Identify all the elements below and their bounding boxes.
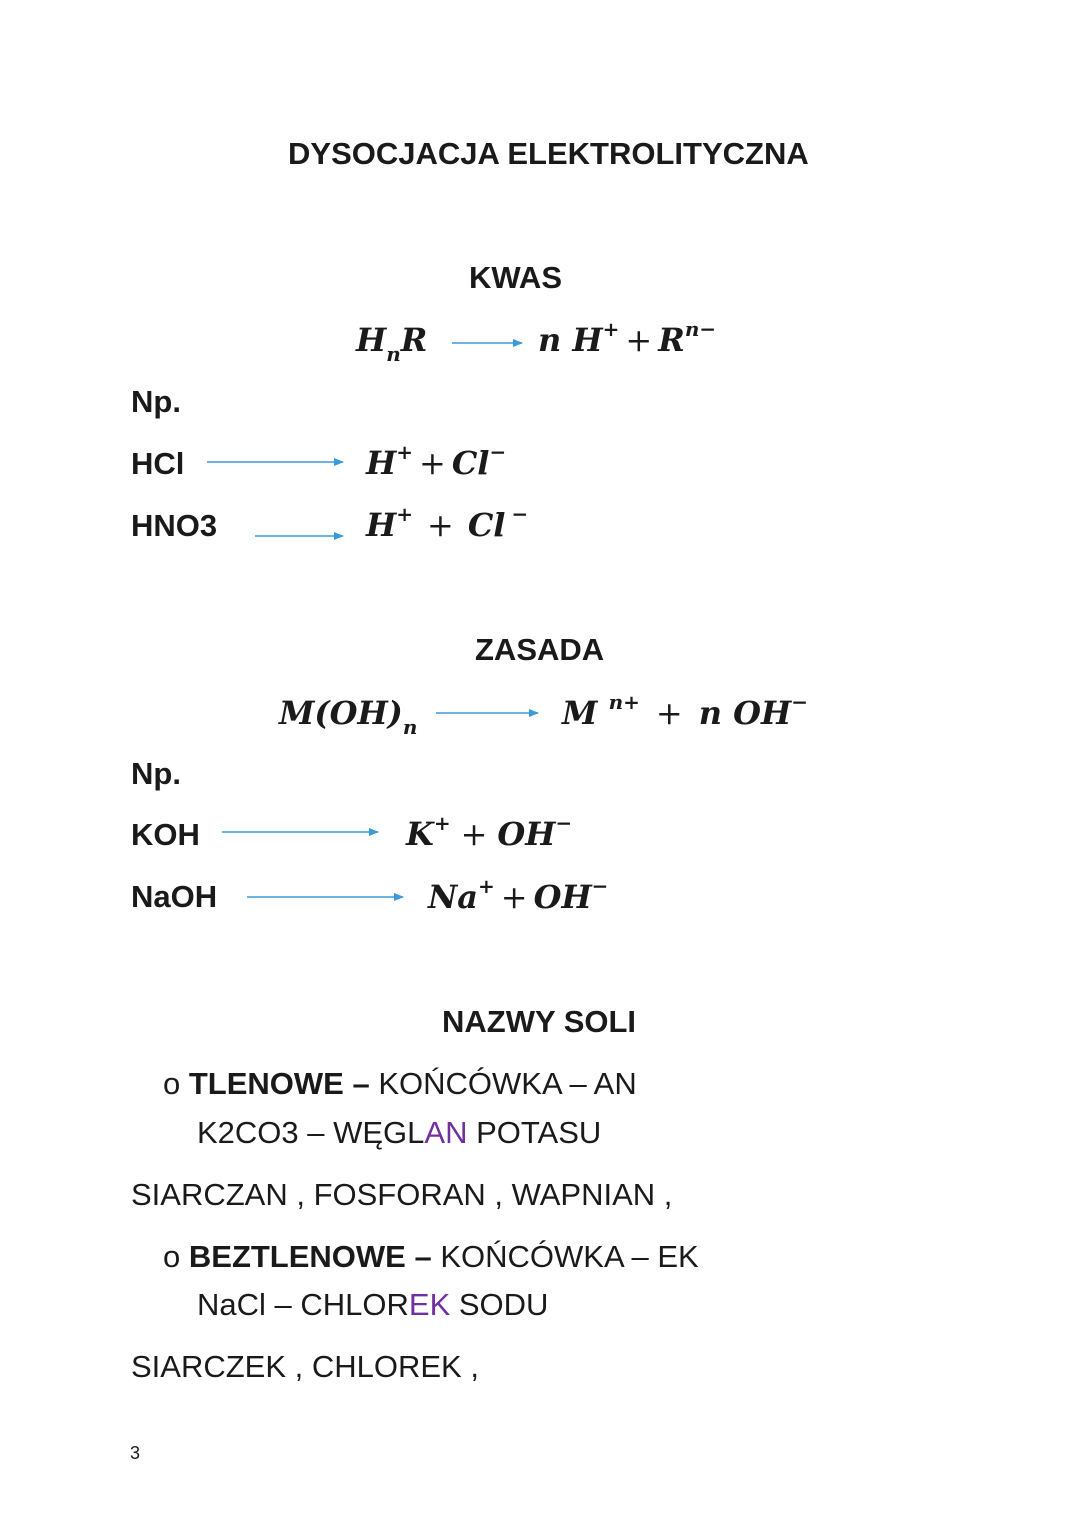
tlenowe-ending: KOŃCÓWKA – AN (369, 1066, 637, 1101)
kwas-np-label: Np. (131, 384, 181, 419)
zasada-heading: ZASADA (475, 632, 605, 667)
beztlenowe-list: SIARCZEK , CHLOREK , (131, 1349, 479, 1384)
zasada-example-1-arrow-icon (222, 825, 380, 839)
tlenowe-example: K2CO3 – WĘGLAN POTASU (197, 1115, 602, 1150)
beztlenowe-ending-highlight: EK (408, 1287, 451, 1322)
kwas-general-rhs: n $H^+ + R^{n-}$ (538, 317, 717, 359)
beztlenowe-title: BEZTLENOWE – (188, 1239, 432, 1274)
zasada-example-2-products: Na+ + OH− (428, 874, 609, 916)
kwas-example-2-arrow-icon (255, 529, 345, 543)
zasada-example-1-label: KOH (131, 817, 200, 852)
kwas-example-2-label: HNO3 (131, 508, 218, 543)
kwas-general-lhs: $H_nR$ (356, 321, 428, 366)
zasada-general-arrow-icon (436, 706, 540, 720)
beztlenowe-example: NaCl – CHLOREK SODU (197, 1287, 549, 1322)
tlenowe-list: SIARCZAN , FOSFORAN , WAPNIAN , (131, 1177, 673, 1212)
kwas-general-arrow-icon (452, 336, 524, 350)
zasada-example-2-arrow-icon (247, 890, 405, 904)
zasada-example-2-label: NaOH (131, 879, 218, 914)
zasada-example-1-products: K+ + OH− (406, 811, 573, 853)
zasada-general-rhs: M $^{n+}$ + n OH− (562, 690, 808, 732)
kwas-example-1-label: HCl (131, 446, 185, 481)
page-title: DYSOCJACJA ELEKTROLITYCZNA (288, 136, 809, 171)
kwas-example-2-products: H+ + Cl − (366, 502, 529, 544)
tlenowe-ending-highlight: AN (424, 1115, 468, 1150)
kwas-example-1-products: H+ + Cl− (366, 440, 507, 482)
zasada-general-lhs: $M(OH)_n$ (279, 694, 418, 739)
beztlenowe-bullet: o (163, 1239, 181, 1274)
beztlenowe-bullet-line (163, 1239, 699, 1275)
beztlenowe-ending: KOŃCÓWKA – EK (431, 1239, 699, 1274)
page-number: 3 (130, 1443, 141, 1463)
tlenowe-bullet-line (163, 1066, 637, 1102)
kwas-heading: KWAS (469, 260, 562, 295)
kwas-example-1-arrow-icon (207, 455, 345, 469)
sole-heading: NAZWY SOLI (442, 1004, 637, 1039)
zasada-np-label: Np. (131, 756, 181, 791)
tlenowe-title: TLENOWE – (188, 1066, 370, 1101)
tlenowe-bullet: o (163, 1066, 181, 1101)
